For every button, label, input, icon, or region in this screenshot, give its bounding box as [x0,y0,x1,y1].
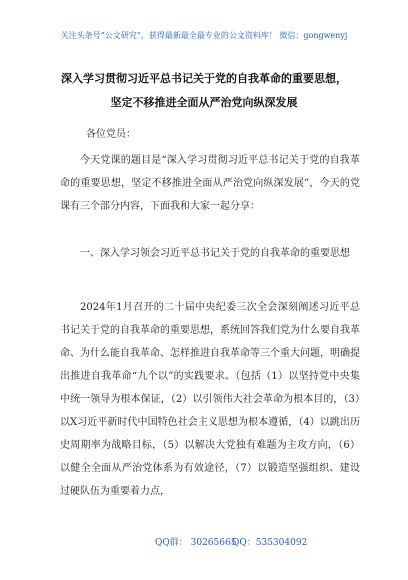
greeting: 各位党员： [86,129,136,140]
paragraph-body: 2024年1月召开的二十届中央纪委三次全会深刻阐述习近平总书记关于党的自我革命的重要思想，系统回答我们党为什么要自我革命、为什么能自我革命、怎样推进自我革命等三个重大问题，明确提出推进自我革命“九个以”的实践要求。（包括（1）以坚持党中央集中统一领导为根本保证，（2）以引领伟大社会革命为根本目的，（3）以X习近平新时代中国特色社会主义思想为根本遵循，（4）以跳出历史周期率为战略目标，（5）以解决大党独有难题为主攻方向，（6）以健全全面从严治党体系为有效途径，（7）以锻造坚强组织、建设过硬队伍为重要着力点， [60,302,360,497]
document-title-line-1: 深入学习贯彻习近平总书记关于党的自我革命的重要思想， [61,72,347,85]
footer-qq-number: QQ：535304092 [232,538,308,548]
document-title-line-2: 坚定不移推进全面从严治党向纵深发展 [110,96,298,109]
section-heading-1: 一、深入学习领会习近平总书记关于党的自我革命的重要思想 [80,248,350,259]
paragraph-intro: 今天党课的题目是“深入学习贯彻习近平总书记关于党的自我革命的重要思想，坚定不移推进全面从严治党向纵深发展”，今天的党课有三个部分内容，下面我和大家一起分享： [60,155,360,212]
header-notice: 关注头条号“公文研究”，获得最新最全最专业的公文资料库！ 微信：gongwenyj [60,31,348,40]
footer-qq-group: QQ群： 30265665 [155,538,237,548]
